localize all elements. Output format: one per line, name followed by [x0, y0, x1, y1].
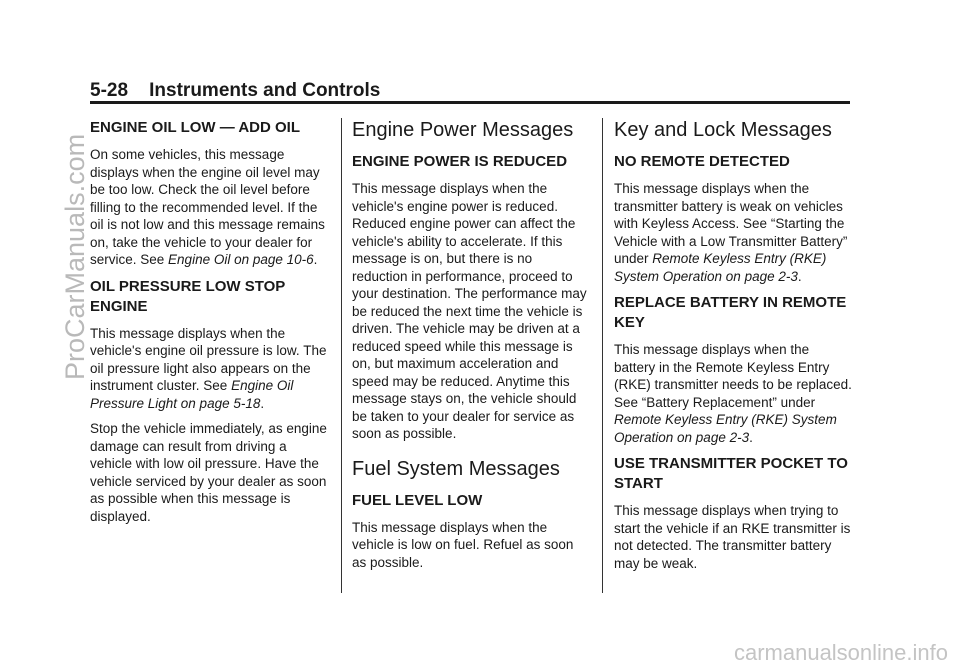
cross-reference: Remote Keyless Entry (RKE) System Operation on page 2-3	[614, 251, 827, 284]
paragraph: Stop the vehicle immediately, as engine damage can result from driving a vehicle with low oil pressure. Have the vehicle serviced by your dealer as soon as possible when this message is displayed.	[90, 421, 327, 524]
paragraph-end: .	[749, 429, 753, 445]
paragraph	[90, 146, 328, 269]
section-heading-oil-pressure-low: OIL PRESSURE LOW STOP ENGINE	[90, 277, 286, 315]
paragraph-text: This message displays when the vehicle's engine oil pressure is low. The oil pressure light also appears on the instrument cluster. See	[90, 325, 327, 393]
paragraph: This message displays when the vehicle is low on fuel. Refuel as soon as possible.	[352, 519, 574, 570]
column-divider-2	[602, 118, 603, 593]
paragraph-text: This message displays when the transmitter battery is weak on vehicles with Keyless Access. See “Starting the Vehicle with a Low Transmitter Battery” under	[614, 181, 848, 266]
cross-reference: Engine Oil Pressure Light on page 5-18	[90, 378, 294, 411]
paragraph-end: .	[260, 395, 265, 411]
bottom-watermark: carmanualsonline.info	[733, 640, 948, 665]
section-heading-no-remote: NO REMOTE DETECTED	[614, 153, 790, 170]
section-heading-transmitter-pocket: USE TRANSMITTER POCKET TO START	[614, 455, 848, 492]
chapter-title: Instruments and Controls	[149, 80, 381, 101]
column-divider-1	[341, 118, 342, 593]
paragraph	[614, 180, 854, 285]
header-spacer	[128, 80, 149, 101]
page-number: 5-28	[90, 80, 129, 101]
paragraph: This message displays when trying to start the vehicle if an RKE transmitter is not detected. The transmitter battery may be weak.	[614, 503, 851, 571]
paragraph-end: .	[797, 268, 802, 284]
section-title-engine-power: Engine Power Messages	[352, 119, 574, 141]
column-1	[90, 118, 328, 533]
section-heading-fuel-level-low: FUEL LEVEL LOW	[352, 491, 483, 509]
section-title-key-lock: Key and Lock Messages	[614, 119, 832, 141]
paragraph-end: .	[313, 252, 318, 267]
section-heading-engine-oil-low: ENGINE OIL LOW — ADD OIL	[90, 119, 300, 136]
paragraph-text: This message displays when the battery in the Remote Keyless Entry (RKE) transmitter needs to be replaced. See “Battery Replacement” under	[614, 342, 852, 410]
paragraph: This message displays when the vehicle's engine power is reduced. Reduced engine power can affect the vehicle's ability to accelerate. If this message is on, but there is no reduction in performance, proceed to your destination. The performance may be reduced the next time the vehicle is driven. The vehicle may be driven at a reduced speed while this message is on, but maximum acceleration and speed may be reduced. Anytime this message stays on, the vehicle should be taken to your dealer for service as soon as possible.	[352, 181, 587, 441]
cross-reference: Engine Oil on page 10-6	[168, 252, 314, 267]
paragraph-text: On some vehicles, this message displays when the engine oil level may be too low. Check the oil level before filling to the recommended level. If the oil is not low and this message remains on, take the vehicle to your dealer for service. See	[90, 147, 325, 267]
side-watermark: ProCarManuals.com	[60, 133, 90, 380]
column-3	[614, 118, 854, 580]
paragraph	[90, 325, 328, 413]
section-title-fuel-system: Fuel System Messages	[352, 457, 560, 480]
paragraph	[614, 341, 854, 446]
section-heading-engine-power-reduced: ENGINE POWER IS REDUCED	[352, 153, 568, 170]
cross-reference: Remote Keyless Entry (RKE) System Operation on page 2-3	[614, 412, 837, 445]
header-rule	[90, 101, 850, 104]
section-heading-replace-battery: REPLACE BATTERY IN REMOTE KEY	[614, 294, 847, 331]
column-2	[352, 118, 590, 579]
